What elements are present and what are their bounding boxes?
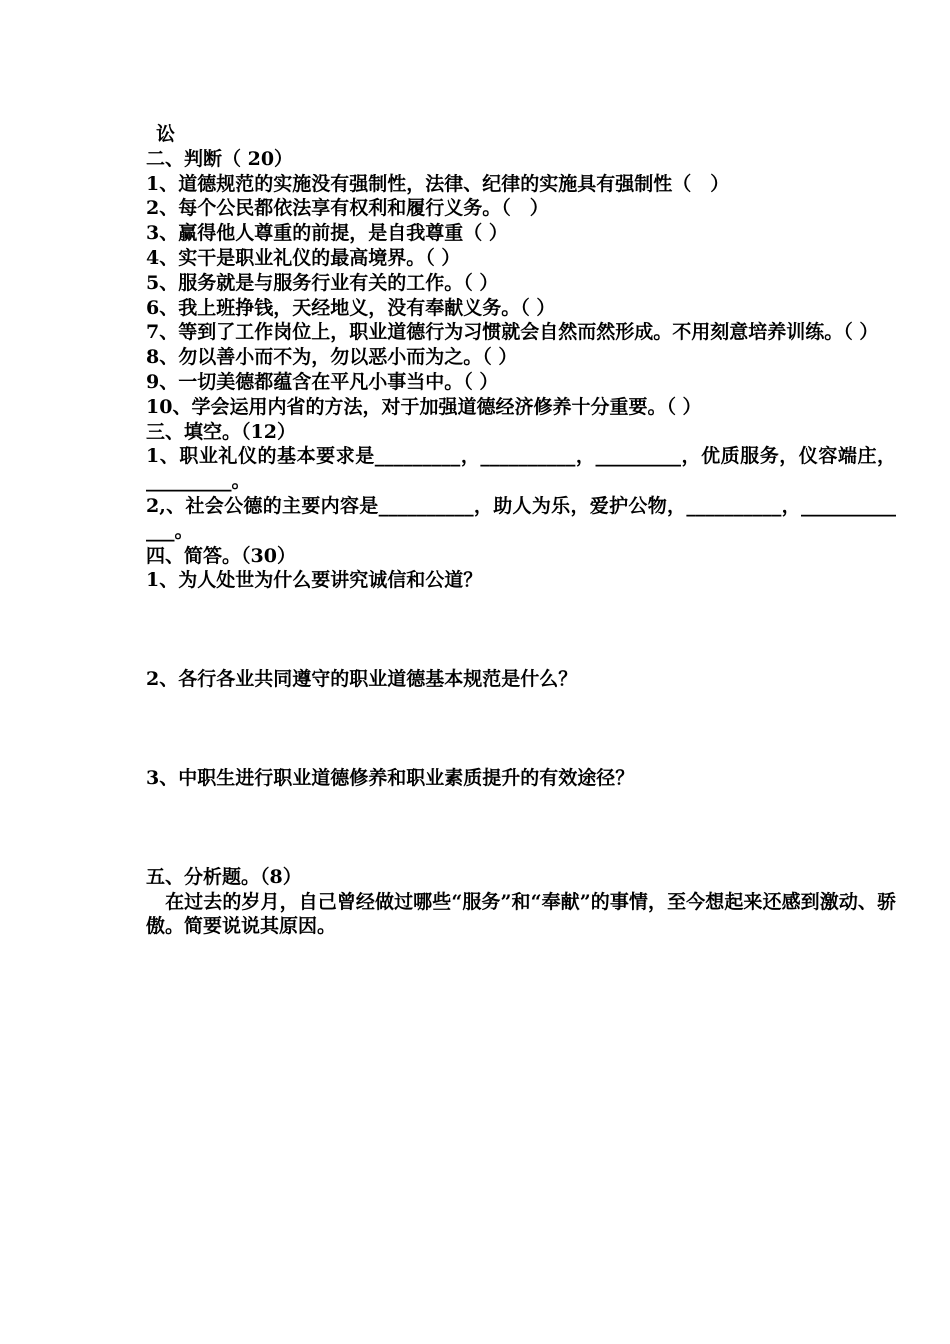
judge-item-3: 3、赢得他人尊重的前提，是自我尊重（ ） (146, 222, 508, 245)
section5-heading: 五、分析题。（8） (146, 865, 302, 888)
short-answer-2: 2、各行各业共同遵守的职业道德基本规范是什么？ (146, 668, 578, 691)
judge-item-10: 10、学会运用内省的方法，对于加强道德经济修养十分重要。（ ） (146, 395, 702, 418)
answer-space-2 (146, 692, 896, 766)
section3-heading: 三、填空。（12） (146, 420, 296, 443)
judge-item-5: 5、服务就是与服务行业有关的工作。（ ） (146, 271, 499, 294)
judge-item-4: 4、实干是职业礼仪的最高境界。（ ） (146, 246, 461, 269)
section2-heading: 二、判断（ 20） (146, 147, 294, 170)
judge-item-2: 2、每个公民都依法享有权利和履行义务。（ ） (146, 197, 549, 220)
judge-item-9: 9、一切美德都蕴含在平凡小事当中。（ ） (146, 370, 499, 393)
fill-item-2: 2,、社会公德的主要内容是__________，助人为乐，爱护公物，__________，_____________。 (146, 494, 896, 542)
top-fragment: 讼 (156, 123, 176, 145)
analysis-body: 在过去的岁月，自己曾经做过哪些“服务”和“奉献”的事情，至今想起来还感到激动、骄傲。简要说说其原因。 (146, 890, 896, 938)
judge-item-1: 1、道德规范的实施没有强制性，法律、纪律的实施具有强制性（ ） (146, 172, 730, 195)
answer-space-3 (146, 791, 896, 865)
section4-heading: 四、简答。（30） (146, 544, 296, 567)
answer-space-1 (146, 593, 896, 667)
judge-item-7: 7、等到了工作岗位上，职业道德行为习惯就会自然而然形成。不用刻意培养训练。（ ） (146, 321, 879, 344)
judge-item-6: 6、我上班挣钱，天经地义，没有奉献义务。（ ） (146, 296, 556, 319)
judge-item-8: 8、勿以善小而不为，勿以恶小而为之。（ ） (146, 346, 518, 369)
exam-page (146, 122, 896, 939)
short-answer-1: 1、为人处世为什么要讲究诚信和公道？ (146, 569, 483, 592)
short-answer-3: 3、中职生进行职业道德修养和职业素质提升的有效途径？ (146, 766, 635, 789)
fill-item-1: 1、职业礼仪的基本要求是_________，__________，_________，优质服务，仪容端庄，_________。 (146, 445, 896, 493)
